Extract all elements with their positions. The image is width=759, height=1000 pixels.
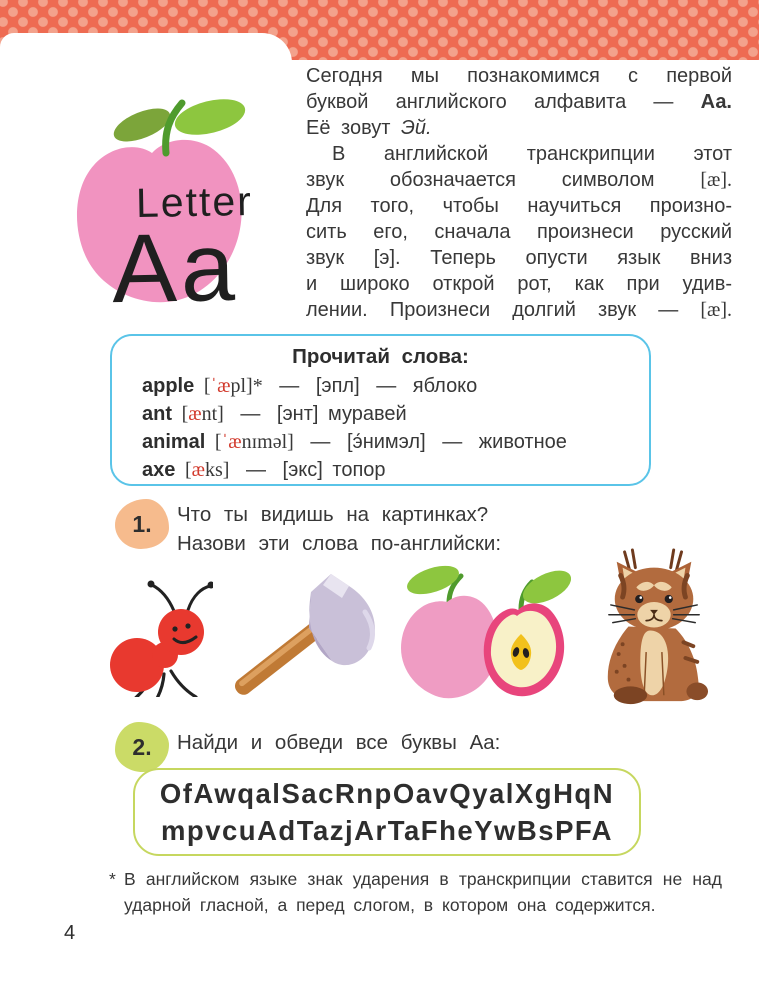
letter-big-aa: Aa: [111, 211, 240, 324]
letters-line-2: mpvcuAdTazjArTaFheYwBsPFA: [160, 815, 614, 846]
vocab-row-apple: apple [ˈæpl]* — [эпл] — яблоко: [142, 375, 478, 397]
intro-line: Её зовут Эй.: [306, 117, 432, 139]
vocab-row-animal: animal [ˈænɪməl] — [э́нимэл] — животное: [142, 431, 567, 453]
axe-icon: [213, 568, 383, 700]
ant-icon: [108, 575, 213, 697]
vocab-row-ant: ant [ænt] — [энт] муравей: [142, 403, 407, 425]
footnote-asterisk: *: [109, 869, 116, 889]
exercise-2-number: 2.: [115, 722, 169, 772]
vocab-rows: [112, 369, 649, 484]
intro-line: и широко открой рот, как при удив-: [306, 273, 732, 295]
exercise-2-prompt: Найди и обведи все буквы Aa:: [177, 731, 501, 754]
apples-icon: [387, 556, 571, 704]
read-words-title: Прочитай слова:: [292, 345, 469, 368]
letters-line-1: OfAwqalSacRnpOavQyalXgHqN: [159, 778, 615, 809]
intro-line: лении. Произнеси долгий звук — [æ].: [306, 299, 732, 321]
vocab-row-axe: axe [æks] — [экс] топор: [142, 459, 386, 481]
intro-line: сить его, сначала произнеси русский: [306, 221, 732, 243]
intro-line: звук [э]. Теперь опусти язык вниз: [306, 247, 732, 269]
exercise-1-number: 1.: [115, 499, 169, 549]
intro-line: Сегодня мы познакомимся с первой: [306, 65, 732, 87]
read-words-box: [110, 334, 651, 486]
letter-label: Letter: [135, 177, 254, 227]
intro-line: буквой английского алфавита — Аа.: [306, 91, 732, 113]
intro-line: звук обозначается символом [æ].: [306, 169, 732, 191]
page-number: 4: [64, 922, 76, 944]
letter-card: [0, 33, 292, 333]
exercise-1-prompt: Что ты видишь на картинках? Назови эти слова по-английски:: [177, 503, 502, 555]
footnote: * В английском языке знак ударения в транскрипции ставится не над ударной гласной, а перед слогом, в котором она содержится.: [124, 866, 722, 918]
intro-line: В английской транскрипции этот: [332, 143, 732, 165]
intro-line: Для того, чтобы научиться произно-: [306, 195, 732, 217]
intro-paragraph: [306, 63, 732, 323]
lynx-icon: [580, 548, 730, 710]
find-letters-box: [133, 768, 641, 856]
